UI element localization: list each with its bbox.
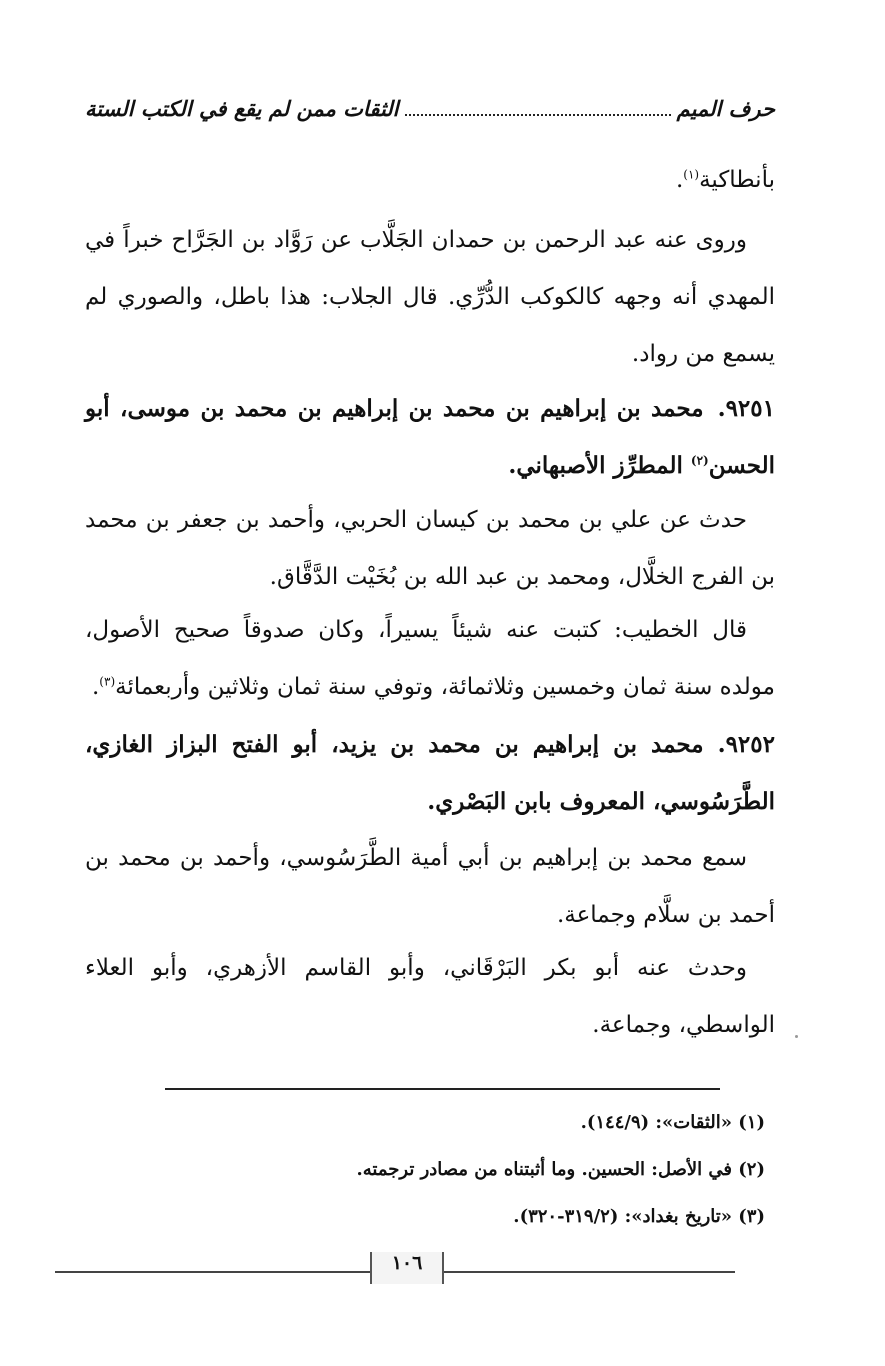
header-chapter-title: حرف الميم	[676, 96, 775, 121]
header-dot-leader	[405, 113, 671, 116]
continuation-text: بأنطاكية	[699, 167, 775, 193]
page-number: ١٠٦	[370, 1252, 444, 1284]
header-book-title: الثقات ممن لم يقع في الكتب الستة	[85, 96, 399, 121]
entry-number: ٩٢٥١.	[717, 395, 775, 422]
footnote-separator	[165, 1088, 720, 1090]
entry-name: محمد بن إبراهيم بن محمد بن يزيد، أبو الفتح البزاز الغازي، الطَّرَسُوسي، المعروف بابن البَصْري.	[85, 731, 775, 815]
footnote-ref-2: (٢)	[690, 453, 709, 468]
footnote-1: (١) «الثقات»: (١٤٤/٩).	[580, 1112, 765, 1133]
entry-9252-paragraph-2	[85, 940, 775, 1054]
paragraph-text: سمع محمد بن إبراهيم بن أبي أمية الطَّرَسُوسي، وأحمد بن محمد بن أحمد بن سلَّام وجماعة.	[85, 845, 775, 928]
continuation-line: بأنطاكية$^{(١)}$.	[675, 167, 775, 193]
paragraph-text: وحدث عنه أبو بكر البَرْقَاني، وأبو القاسم الأزهري، وأبو العلاء الواسطي، وجماعة.	[85, 955, 775, 1038]
entry-name: محمد بن إبراهيم بن محمد بن إبراهيم بن محمد بن موسى، أبو الحسن	[85, 395, 775, 479]
entry-9252-paragraph-1	[85, 830, 775, 944]
footnote-3: (٣) «تاريخ بغداد»: (٣١٩/٢-٣٢٠).	[513, 1206, 765, 1227]
footnote-ref-1: (١)	[683, 167, 700, 182]
bottom-rule-left	[55, 1271, 370, 1273]
narration-paragraph	[85, 212, 775, 383]
narration-text: وروى عنه عبد الرحمن بن حمدان الجَلَّاب عن رَوَّاد بن الجَرَّاح خبراً في المهدي أنه وجهه كالكوكب الدُّرِّي. قال الجلاب: هذا باطل، والصوري لم يسمع من رواد.	[85, 227, 775, 367]
scan-speck	[795, 1035, 798, 1038]
running-header	[85, 96, 775, 122]
paragraph-text: قال الخطيب: كتبت عنه شيئاً يسيراً، وكان صدوقاً صحيح الأصول، مولده سنة ثمان وخمسين وثلاثمائة، وتوفي سنة ثمان وثلاثين وأربعمائة	[85, 617, 775, 700]
entry-9251-paragraph-2: قال الخطيب: كتبت عنه شيئاً يسيراً، وكان صدوقاً صحيح الأصول، مولده سنة ثمان وخمسين وثلاثمائة، وتوفي سنة ثمان وثلاثين وأربعمائة$^{(٣)}$.	[85, 617, 775, 700]
entry-name-cont: المطرِّز الأصبهاني.	[508, 452, 691, 479]
paragraph-text: حدث عن علي بن محمد بن كيسان الحربي، وأحمد بن جعفر بن محمد بن الفرج الخلَّال، ومحمد بن عبد الله بن بُخَيْت الدَّقَّاق.	[85, 507, 775, 590]
footnote-2: (٢) في الأصل: الحسين. وما أثبتناه من مصادر ترجمته.	[356, 1159, 765, 1180]
bottom-rule-right	[440, 1271, 735, 1273]
entry-number: ٩٢٥٢.	[717, 731, 775, 758]
entry-9251-paragraph-1	[85, 492, 775, 606]
footnote-ref-3: (٣)	[99, 674, 116, 689]
entry-9252-heading	[85, 716, 775, 830]
entry-9251-heading	[85, 380, 775, 494]
